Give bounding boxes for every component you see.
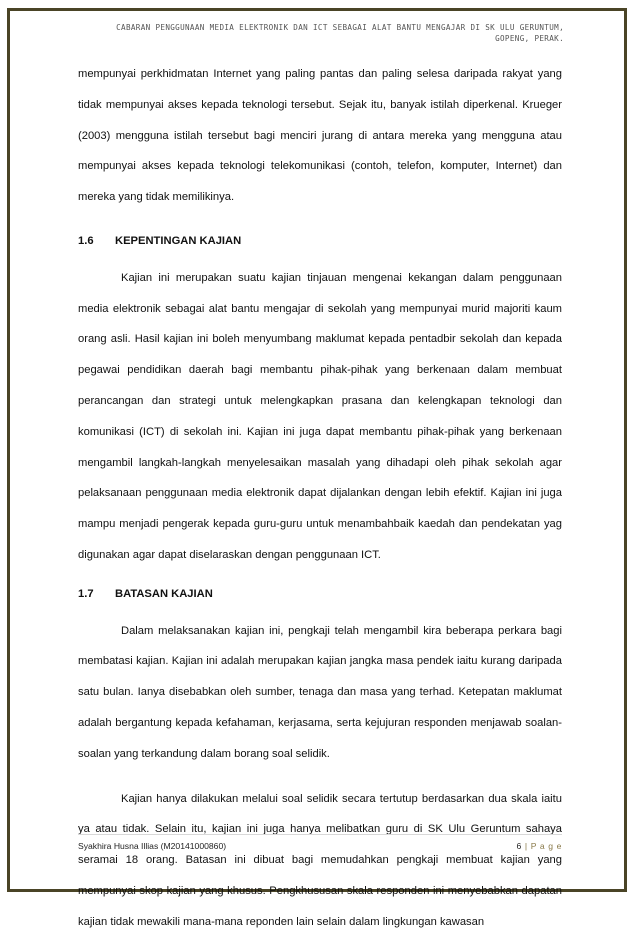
running-header: CABARAN PENGGUNAAN MEDIA ELEKTRONIK DAN ICT SEBAGAI ALAT BANTU MENGAJAR DI SK ULU GERUNTUM, GOPENG, PERAK. [116,23,564,43]
section-number: 1.6 [78,234,94,247]
footer-separator: | [524,841,528,851]
section-heading-1-6 [78,226,562,257]
footer-divider [78,834,562,835]
section-title: BATASAN KAJIAN [115,587,213,600]
section-heading-1-7 [78,579,562,610]
footer-author: Syakhira Husna Illias (M20141000860) [78,841,227,851]
section-title: KEPENTINGAN KAJIAN [115,234,242,247]
section-1-7-paragraph-1: Dalam melaksanakan kajian ini, pengkaji telah mengambil kira beberapa perkara bagi membatasi kajian. Kajian ini adalah merupakan kajian jangka masa pendek iaitu kurang daripada satu bulan. Ianya disebabkan oleh sumber, tenaga dan masa yang terhad. Ketepatan maklumat adalah bergantung kepada kefahaman, kerjasama, serta kejujuran responden menjawab soalan-soalan yang terkandung dalam borang soal selidik. [78,624,562,760]
footer-page-indicator [516,841,562,851]
page-label: P a g e [530,841,562,851]
section-number: 1.7 [78,587,94,600]
section-1-7-paragraph-2: Kajian hanya dilakukan melalui soal selidik secara tertutup berdasarkan dua skala iaitu ya atau tidak. Selain itu, kajian ini juga hanya melibatkan guru di SK Ulu Geruntum sahaya seramai 18 orang. Batasan ini dibuat bagi memudahkan pengkaji membuat kajian yang mempunyai skop kajian yang khusus. Pengkhususan skala responden ini menyebabkan dapatan kajian tidak mewakili mana-mana reponden lain selain dalam lingkungan kawasan [78,792,562,928]
page-number: 6 [516,841,522,851]
intro-paragraph: mempunyai perkhidmatan Internet yang paling pantas dan paling selesa daripada rakyat yang tidak mempunyai akses kepada teknologi tersebut. Sejak itu, banyak istilah diperkenal. Krueger (2003) mengguna istilah tersebut bagi menciri jurang di antara mereka yang mengguna atau mempunyai akses kepada teknologi telekomunikasi (contoh, telefon, komputer, Internet) dan mereka yang tidak memilikinya. [78,68,562,204]
section-1-6-paragraph: Kajian ini merupakan suatu kajian tinjauan mengenai kekangan dalam penggunaan media elektronik sebagai alat bantu mengajar di sekolah yang mempunyai murid majoriti kaum orang asli. Hasil kajian ini boleh menyumbang maklumat kepada pentadbir sekolah dan kepada pegawai pendidikan daerah bagi membantu pihak-pihak yang berkenaan dalam membuat perancangan dan strategi untuk melengkapkan prasana dan kelengkapan teknologi dan komunikasi (ICT) di sekolah ini. Kajian ini juga dapat membantu pihak-pihak yang berkenaan mengambil langkah-langkah menyelesaikan masalah yang dihadapi oleh pihak sekolah agar pelaksanaan penggunaan media elektronik dapat dijalankan dengan lebih efektif. Kajian ini juga mampu menjadi pengerak kepada guru-guru untuk menambahbaik kaedah dan pendekatan yag digunakan agar dapat diselaraskan dengan penggunaan ICT. [78,271,562,561]
document-body [78,59,562,938]
